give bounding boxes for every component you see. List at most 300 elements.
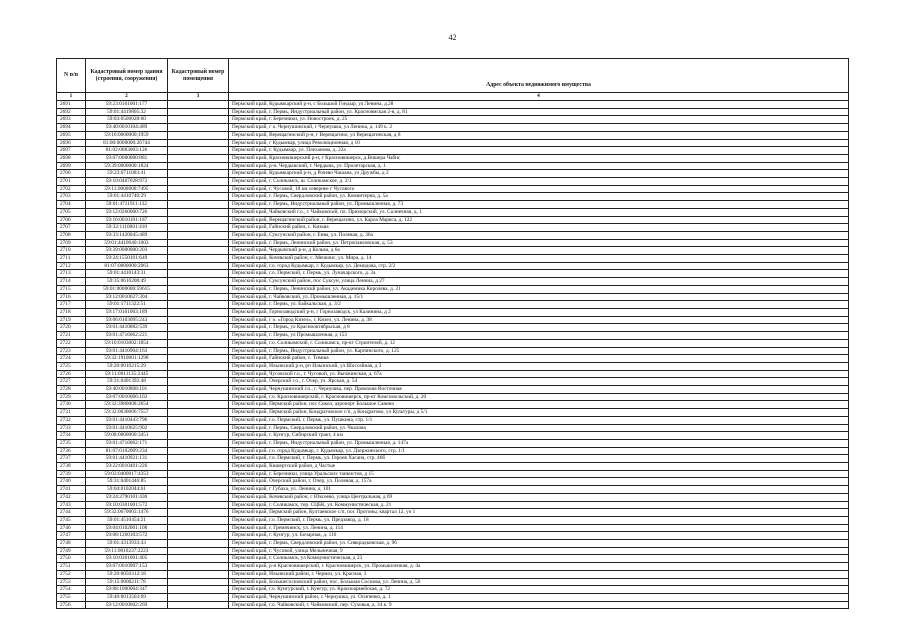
building-cadastral-number: 59:12:0260000:726	[86, 208, 168, 216]
property-address: Пермский край, г. Чусовой, улица Мельничная, 9	[229, 547, 849, 555]
building-cadastral-number: 59:20:0010215:29	[86, 362, 168, 370]
table-row	[57, 424, 849, 432]
col-number: 2	[86, 93, 168, 101]
property-address: Пермский край, г.о. город Кудымкар, г. Кудымкар, ул. Демидова, стр. 2/2	[229, 262, 849, 270]
row-index: 2732	[57, 416, 86, 424]
property-address: Пермский край, г. Березники, улица Уральских танкистов, д 15	[229, 470, 849, 478]
table-row	[57, 224, 849, 232]
premises-cadastral-number	[168, 486, 229, 494]
row-index: 2748	[57, 540, 86, 548]
property-address: Пермский край, г. Чусовой, 18 км севернее г Чусового	[229, 185, 849, 193]
row-index: 2716	[57, 293, 86, 301]
premises-cadastral-number	[168, 201, 229, 209]
table-body	[57, 101, 849, 609]
building-cadastral-number: 59:08:0000000:3451	[86, 432, 168, 440]
property-address: Пермский край, Пермский район, Кондратовское с/п, д Кондратово, ул Культуры, д 5/1	[229, 409, 849, 417]
property-address: Пермский край, г.о. Соликамский, г. Соликамск, пр-кт Строителей, д. 12	[229, 339, 849, 347]
premises-cadastral-number	[168, 524, 229, 532]
premises-cadastral-number	[168, 386, 229, 394]
row-index: 2696	[57, 139, 86, 147]
premises-cadastral-number	[168, 509, 229, 517]
premises-cadastral-number	[168, 101, 229, 109]
building-cadastral-number: 59:39:0000000:203	[86, 247, 168, 255]
property-address: Пермский край, Кудымкарский р-н, с Большой Гондыр, ул Ленина, д.28	[229, 101, 849, 109]
premises-cadastral-number	[168, 131, 229, 139]
premises-cadastral-number	[168, 532, 229, 540]
table-row	[57, 432, 849, 440]
premises-cadastral-number	[168, 162, 229, 170]
property-address: Пермский край, г. Соликамск, ул Коммунистическая, д 23	[229, 555, 849, 563]
premises-cadastral-number	[168, 255, 229, 263]
building-cadastral-number: 59:11:0011135:2445	[86, 370, 168, 378]
building-cadastral-number: 59:03:0500028:60	[86, 116, 168, 124]
property-address: Пермский край, г. Пермь, Индустриальный район, ул. Промышленная, д. 147а	[229, 439, 849, 447]
row-index: 2694	[57, 124, 86, 132]
premises-cadastral-number	[168, 455, 229, 463]
building-cadastral-number: 59:40:0010808:101	[86, 386, 168, 394]
building-cadastral-number: 59:07:0010907:153	[86, 563, 168, 571]
property-address: Пермский край, Красновишерский р-н, г Красновишерск, д.Вишера Чабис	[229, 154, 849, 162]
table-row	[57, 278, 849, 286]
row-index: 2733	[57, 424, 86, 432]
building-cadastral-number: 59:31:0401446:85	[86, 478, 168, 486]
premises-cadastral-number	[168, 439, 229, 447]
col-number: 1	[57, 93, 86, 101]
row-index: 2702	[57, 185, 86, 193]
row-index: 2751	[57, 563, 86, 571]
table-row	[57, 231, 849, 239]
property-address: Пермский край, р-н. Чердынский, г. Чердынь, ул. Пролетарская, д. 1	[229, 162, 849, 170]
premises-cadastral-number	[168, 124, 229, 132]
premises-cadastral-number	[168, 470, 229, 478]
header-building-cadastral: Кадастровый номер здания (строения, сооружения)	[86, 59, 168, 93]
building-cadastral-number: 81:02:0083003:126	[86, 147, 168, 155]
header-premises-cadastral: Кадастровый номер помещения	[168, 59, 229, 93]
property-address: Пермский край, г о. Чернушинский, г Чернушка, ул Ленина, д. 149 к. 2	[229, 124, 849, 132]
building-cadastral-number: 59:10:0407028:972	[86, 178, 168, 186]
premises-cadastral-number	[168, 378, 229, 386]
premises-cadastral-number	[168, 116, 229, 124]
row-index: 2711	[57, 255, 86, 263]
premises-cadastral-number	[168, 147, 229, 155]
table-row	[57, 301, 849, 309]
row-index: 2719	[57, 316, 86, 324]
row-index: 2735	[57, 439, 86, 447]
row-index: 2754	[57, 586, 86, 594]
property-address: Пермский край, р-н Красновишерский, г. Красновишерск, ул. Промышленная, д. 4а	[229, 563, 849, 571]
table-row	[57, 601, 849, 609]
row-index: 2698	[57, 154, 86, 162]
row-index: 2740	[57, 478, 86, 486]
row-index: 2737	[57, 455, 86, 463]
row-index: 2720	[57, 324, 86, 332]
building-cadastral-number: 59:15:0000211:78	[86, 578, 168, 586]
table-row	[57, 308, 849, 316]
building-cadastral-number: 59:04:0102001:108	[86, 524, 168, 532]
col-number: 4	[229, 93, 849, 101]
property-address: Пермский край, г. Пермь, Ленинский район, ул. Петропавловская, д. 53	[229, 239, 849, 247]
premises-cadastral-number	[168, 178, 229, 186]
table-header	[57, 59, 849, 101]
table-row	[57, 339, 849, 347]
row-index: 2727	[57, 378, 86, 386]
building-cadastral-number: 59:17:0101003:189	[86, 308, 168, 316]
building-cadastral-number: 59:16:0000000:1959	[86, 131, 168, 139]
table-row	[57, 447, 849, 455]
table-row	[57, 493, 849, 501]
premises-cadastral-number	[168, 339, 229, 347]
premises-cadastral-number	[168, 424, 229, 432]
building-cadastral-number: 59:07:0010606:102	[86, 393, 168, 401]
property-address: Пермский край, г. Пермь, ул Промышленная, д 153	[229, 332, 849, 340]
table-row	[57, 578, 849, 586]
premises-cadastral-number	[168, 154, 229, 162]
building-cadastral-number: 59:24:2790101:430	[86, 493, 168, 501]
row-index: 2701	[57, 178, 86, 186]
property-address: Пермский край, Ильинский район, г. Чермоз, ул. Красная, 3	[229, 570, 849, 578]
row-index: 2723	[57, 347, 86, 355]
table-row	[57, 247, 849, 255]
table-row	[57, 563, 849, 571]
table-row	[57, 116, 849, 124]
premises-cadastral-number	[168, 170, 229, 178]
building-cadastral-number: 59:40:0010104:489	[86, 124, 168, 132]
premises-cadastral-number	[168, 355, 229, 363]
row-index: 2752	[57, 570, 86, 578]
table-row	[57, 162, 849, 170]
building-cadastral-number: 59:32:1910001:1298	[86, 355, 168, 363]
row-index: 2709	[57, 239, 86, 247]
row-index: 2704	[57, 201, 86, 209]
table-row	[57, 586, 849, 594]
table-row	[57, 255, 849, 263]
table-row	[57, 378, 849, 386]
property-address: Пермский край, г. Соликамск, ш. Соликамское, д. 2/1	[229, 178, 849, 186]
building-cadastral-number: 59:01:4410882:539	[86, 324, 168, 332]
building-cadastral-number: 59:10:0301001:572	[86, 501, 168, 509]
table-row	[57, 478, 849, 486]
premises-cadastral-number	[168, 231, 229, 239]
table-row	[57, 409, 849, 417]
premises-cadastral-number	[168, 409, 229, 417]
row-index: 2750	[57, 555, 86, 563]
property-address: Пермский край, г.о. Пермский, г. Пермь, ул. Героев Хасана, стр. 46б	[229, 455, 849, 463]
building-cadastral-number: 59:01:4410904:163	[86, 347, 168, 355]
premises-cadastral-number	[168, 239, 229, 247]
property-address: Пермский край, Гайнский район, с. Кизьва	[229, 224, 849, 232]
table-row	[57, 362, 849, 370]
table-row	[57, 185, 849, 193]
table-row	[57, 547, 849, 555]
premises-cadastral-number	[168, 594, 229, 602]
row-index: 2699	[57, 162, 86, 170]
building-cadastral-number: 59:01:4716062:171	[86, 439, 168, 447]
property-address: Пермский край, г.о. Пермский, г. Пермь, ул. Луначарского, д. 3а	[229, 270, 849, 278]
row-index: 2700	[57, 170, 86, 178]
premises-cadastral-number	[168, 540, 229, 548]
premises-cadastral-number	[168, 285, 229, 293]
row-index: 2721	[57, 332, 86, 340]
building-cadastral-number: 59:01:4410740:29	[86, 193, 168, 201]
building-cadastral-number: 59:32:3980008:2654	[86, 401, 168, 409]
building-cadastral-number: 59:07:0000000:881	[86, 154, 168, 162]
property-address: Пермский край, г. Березники, ул. Новостроек, д. 25	[229, 116, 849, 124]
building-cadastral-number: 59:01:4419805:32	[86, 108, 168, 116]
property-address: Пермский край, Очерский район, г. Очер, ул. Полевая, д. 157а	[229, 478, 849, 486]
table-row	[57, 139, 849, 147]
premises-cadastral-number	[168, 516, 229, 524]
property-address: Пермский край, Чайковский г.о., г. Чайковский, пл. Приморский, ул. Солнечная, д. 1	[229, 208, 849, 216]
property-address: Пермский край, г. Пермь, Индустриальный район, ул. Промышленная, д. 73	[229, 201, 849, 209]
property-address: Пермский край, г. Кунгур, ул. Бочарная, д. 116	[229, 532, 849, 540]
property-address: Пермский край, г. Соликамск, тер. СЦБК, ул. Коммунистическая, д. 21	[229, 501, 849, 509]
building-cadastral-number: 59:01:4510454:21	[86, 516, 168, 524]
property-address: Пермский край, Верещагинский р-н, г Верещагино, ул Верещагинская, д 8	[229, 131, 849, 139]
premises-cadastral-number	[168, 262, 229, 270]
row-index: 2738	[57, 463, 86, 471]
property-address: Пермский край, г Кудымкар, улица Революционная, д 10	[229, 139, 849, 147]
premises-cadastral-number	[168, 193, 229, 201]
premises-cadastral-number	[168, 362, 229, 370]
premises-cadastral-number	[168, 224, 229, 232]
row-index: 2729	[57, 393, 86, 401]
property-address: Пермский край, Чусовской г.о., г. Чусовой, ул. Вычжинская, д. 67а	[229, 370, 849, 378]
property-address: Пермский край, Пермский район, пос Сокол, аэропорт Большое Савино	[229, 401, 849, 409]
table-row	[57, 324, 849, 332]
table-row	[57, 532, 849, 540]
table-row	[57, 570, 849, 578]
building-cadastral-number: 59:01:4410625:902	[86, 424, 168, 432]
premises-cadastral-number	[168, 185, 229, 193]
premises-cadastral-number	[168, 601, 229, 609]
table-row	[57, 393, 849, 401]
table-row	[57, 208, 849, 216]
premises-cadastral-number	[168, 570, 229, 578]
building-cadastral-number: 59:40:0013503:69	[86, 594, 168, 602]
property-address: Пермский край, г.о. город Кудымкар, г. Кудымкар, ул. Дзержинского, стр. 1/1	[229, 447, 849, 455]
header-index: N п/п	[57, 59, 86, 93]
row-index: 2703	[57, 193, 86, 201]
table-row	[57, 501, 849, 509]
property-address: Пермский край, г Губаха, ул. Ленина, д. 101	[229, 486, 849, 494]
table-row	[57, 316, 849, 324]
row-index: 2705	[57, 208, 86, 216]
table-row	[57, 101, 849, 109]
premises-cadastral-number	[168, 416, 229, 424]
table-row	[57, 355, 849, 363]
building-cadastral-number: 59:04:0102044:61	[86, 486, 168, 494]
row-index: 2749	[57, 547, 86, 555]
building-cadastral-number: 59:01:4410443:796	[86, 416, 168, 424]
header-address: Адрес объекта недвижимого имущества	[229, 59, 849, 93]
premises-cadastral-number	[168, 393, 229, 401]
premises-cadastral-number	[168, 293, 229, 301]
premises-cadastral-number	[168, 247, 229, 255]
property-address: Пермский край, Горнозаводский р-н, г Горнозаводск, ул Калинина, д 2	[229, 308, 849, 316]
table-row	[57, 124, 849, 132]
building-cadastral-number: 81:00:0000000:26744	[86, 139, 168, 147]
property-address: Пермский край, г.о. Кунгурский, г. Кунгур, ул. Красноармейская, д. 72	[229, 586, 849, 594]
property-address: Пермский край, Суксунский район, г. Енва, ул. Полевая, д. 36а	[229, 231, 849, 239]
row-index: 2713	[57, 270, 86, 278]
row-index: 2691	[57, 101, 86, 109]
row-index: 2730	[57, 401, 86, 409]
row-index: 2724	[57, 355, 86, 363]
row-index: 2747	[57, 532, 86, 540]
row-index: 2722	[57, 339, 86, 347]
table-row	[57, 540, 849, 548]
table-row	[57, 370, 849, 378]
premises-cadastral-number	[168, 278, 229, 286]
building-cadastral-number: 59:01:4410143:31	[86, 270, 168, 278]
building-cadastral-number: 59:11:0010237:2223	[86, 547, 168, 555]
table-row	[57, 108, 849, 116]
table-row	[57, 193, 849, 201]
property-address: Пермский край, Суксунский район, пос Суксун, улица Ленина, д 27	[229, 278, 849, 286]
row-index: 2746	[57, 524, 86, 532]
row-index: 2734	[57, 432, 86, 440]
table-row	[57, 401, 849, 409]
premises-cadastral-number	[168, 493, 229, 501]
building-cadastral-number: 59:01:4410040:1003	[86, 239, 168, 247]
property-address: Пермский край, г. Пермь, Индустриальный район, ул. Красноямская 2-я, д. 81	[229, 108, 849, 116]
row-index: 2717	[57, 301, 86, 309]
table-row	[57, 201, 849, 209]
table-row	[57, 293, 849, 301]
building-cadastral-number: 59:20:0050312:18	[86, 570, 168, 578]
row-index: 2712	[57, 262, 86, 270]
premises-cadastral-number	[168, 370, 229, 378]
property-address: Пермский край, г. Кунгур, Сибирский тракт, 4 км	[229, 432, 849, 440]
table-row	[57, 239, 849, 247]
property-address: Пермский край, г. Гремячинск, ул. Ленина, д. 114	[229, 524, 849, 532]
table-row	[57, 147, 849, 155]
row-index: 2710	[57, 247, 86, 255]
row-index: 2706	[57, 216, 86, 224]
table-row	[57, 178, 849, 186]
premises-cadastral-number	[168, 301, 229, 309]
building-cadastral-number: 59:35:0610208:49	[86, 278, 168, 286]
property-address: Пермский край, г. Пермь, ул. Байкальская, д. 3/2	[229, 301, 849, 309]
row-index: 2693	[57, 116, 86, 124]
building-cadastral-number: 59:03:0400017:4353	[86, 470, 168, 478]
row-index: 2741	[57, 486, 86, 494]
building-cadastral-number: 59:01:4313933:43	[86, 540, 168, 548]
property-address: Пермский край, Большесосновский район, пос. Большая Соснова, ул. Ленина, д. 50	[229, 578, 849, 586]
row-index: 2725	[57, 362, 86, 370]
premises-cadastral-number	[168, 478, 229, 486]
premises-cadastral-number	[168, 208, 229, 216]
row-index: 2715	[57, 285, 86, 293]
building-cadastral-number: 59:06:0103095:243	[86, 316, 168, 324]
row-index: 2744	[57, 509, 86, 517]
row-index: 2726	[57, 370, 86, 378]
building-cadastral-number: 59:10:0301001:405	[86, 555, 168, 563]
row-index: 2697	[57, 147, 86, 155]
row-index: 2742	[57, 493, 86, 501]
property-address: Пермский край, г. Пермь, Свердловский район, ул. Чкалова	[229, 424, 849, 432]
premises-cadastral-number	[168, 432, 229, 440]
property-address: Пермский край, г. Пермь, Индустриальный район, ул. Карпинского, д. 125	[229, 347, 849, 355]
building-cadastral-number: 59:01:4410921:131	[86, 455, 168, 463]
table-row	[57, 332, 849, 340]
row-index: 2736	[57, 447, 86, 455]
property-address: Пермский край, г. Пермь, Свердловский район, ул. Сивкрадковская, д. 96	[229, 540, 849, 548]
table-row	[57, 216, 849, 224]
table-row	[57, 285, 849, 293]
property-address: Пермский край, г.о. Чайковский, г. Чайковский, пер. Суховья, д. 34 к. 9	[229, 601, 849, 609]
premises-cadastral-number	[168, 563, 229, 571]
building-cadastral-number: 59:11:0000000:7495	[86, 185, 168, 193]
premises-cadastral-number	[168, 270, 229, 278]
table-row	[57, 131, 849, 139]
building-cadastral-number: 59:01:4716062:221	[86, 332, 168, 340]
table-row	[57, 170, 849, 178]
building-cadastral-number: 59:10:0103002:1854	[86, 339, 168, 347]
table-row	[57, 455, 849, 463]
table-row	[57, 463, 849, 471]
table-row	[57, 416, 849, 424]
table-row	[57, 509, 849, 517]
building-cadastral-number: 59:39:0000000:1824	[86, 162, 168, 170]
premises-cadastral-number	[168, 332, 229, 340]
property-address: Пермский край, г.о. Красновишерский, г. Красновишерск, пр-кт Комсомольский, д. 20	[229, 393, 849, 401]
premises-cadastral-number	[168, 347, 229, 355]
building-cadastral-number: 59:01:1711322:51	[86, 301, 168, 309]
property-table	[56, 58, 849, 609]
building-cadastral-number: 59:01:4711911:132	[86, 201, 168, 209]
property-address: Пермский край, г.о. Пермский, г. Пермь, ул. Предзавод, д. 18	[229, 516, 849, 524]
property-address: Пермский край, Чернушинский г.о., г. Чернушка, пер. Промзона Восточная	[229, 386, 849, 394]
premises-cadastral-number	[168, 555, 229, 563]
building-cadastral-number: 59:24:1550101:649	[86, 255, 168, 263]
table-row	[57, 470, 849, 478]
row-index: 2708	[57, 231, 86, 239]
row-index: 2695	[57, 131, 86, 139]
building-cadastral-number: 59:01:0000000:59615	[86, 285, 168, 293]
premises-cadastral-number	[168, 547, 229, 555]
premises-cadastral-number	[168, 324, 229, 332]
premises-cadastral-number	[168, 139, 229, 147]
table-row	[57, 516, 849, 524]
table-row	[57, 270, 849, 278]
building-cadastral-number: 59:32:1110001:410	[86, 224, 168, 232]
property-address: Пермский край, Гайнский район, с. Тимша	[229, 355, 849, 363]
table-row	[57, 594, 849, 602]
building-cadastral-number: 59:12:0010627:304	[86, 293, 168, 301]
property-address: Пермский край, Чердынский р-н, д Кольва, д 6а	[229, 247, 849, 255]
row-index: 2728	[57, 386, 86, 394]
building-cadastral-number: 59:16:0010101:187	[86, 216, 168, 224]
building-cadastral-number: 59:33:1420045:489	[86, 231, 168, 239]
table-row	[57, 555, 849, 563]
property-address: Пермский край, г. Кудымкар, ул. Плеханова, д. 22а	[229, 147, 849, 155]
building-cadastral-number: 59:08:1000004:347	[86, 586, 168, 594]
premises-cadastral-number	[168, 216, 229, 224]
row-index: 2718	[57, 308, 86, 316]
building-cadastral-number: 59:32:0670003:1476	[86, 509, 168, 517]
row-index: 2731	[57, 409, 86, 417]
row-index: 2707	[57, 224, 86, 232]
table-row	[57, 262, 849, 270]
premises-cadastral-number	[168, 501, 229, 509]
building-cadastral-number: 59:08:1260103:572	[86, 532, 168, 540]
premises-cadastral-number	[168, 586, 229, 594]
building-cadastral-number: 81:07:0102009:234	[86, 447, 168, 455]
col-number: 3	[168, 93, 229, 101]
property-address: Пермский край, Ильинский р-н, рп Ильинский, ул Шоссейная, д 3	[229, 362, 849, 370]
row-index: 2739	[57, 470, 86, 478]
